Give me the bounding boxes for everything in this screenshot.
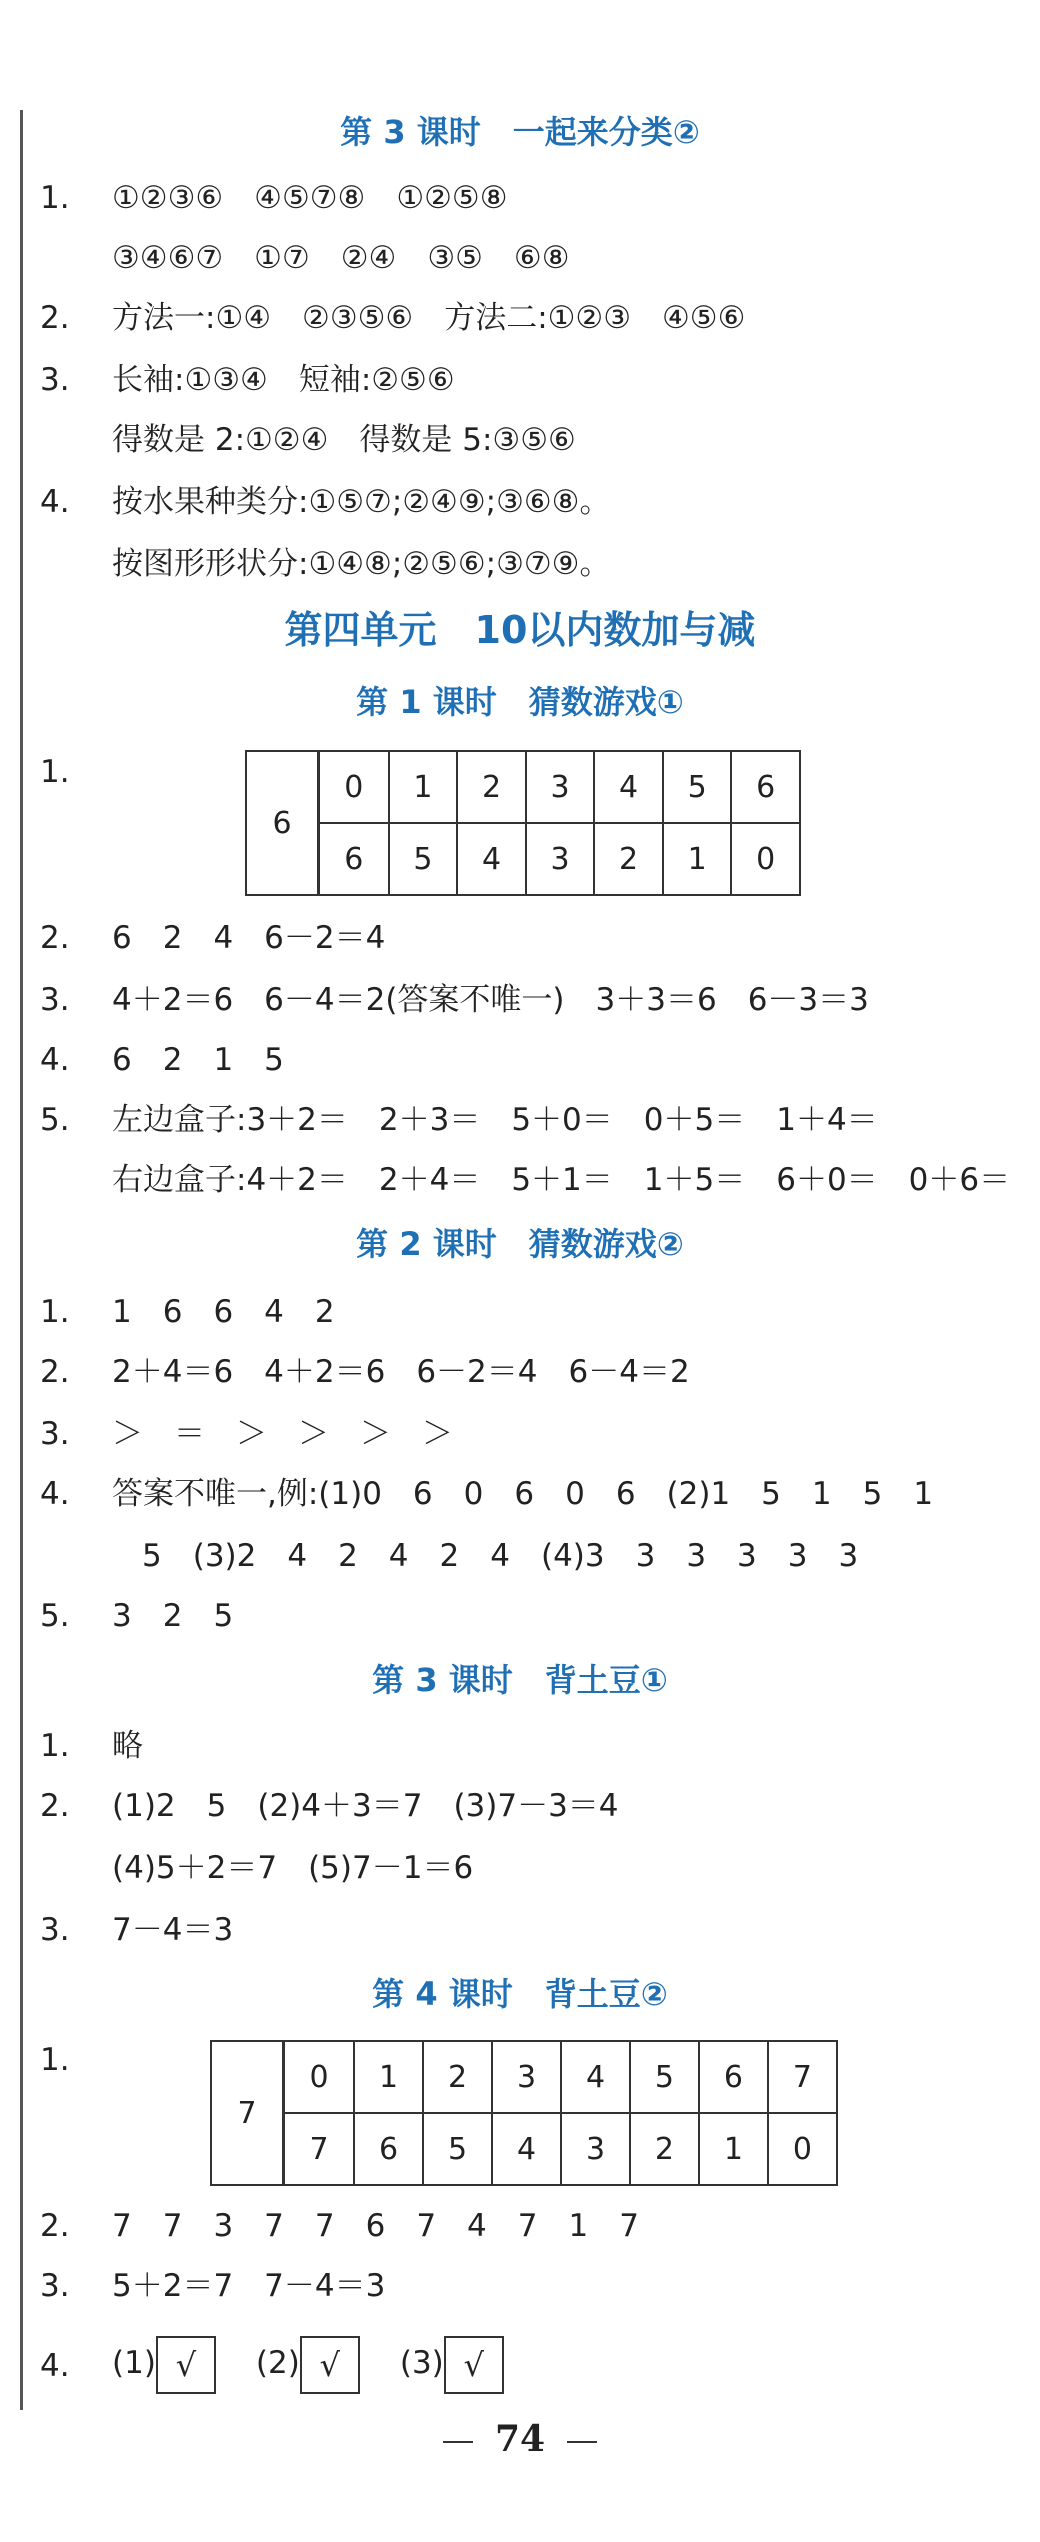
table-cell: 5: [663, 751, 732, 823]
question-number: 4.: [40, 484, 70, 520]
lesson-heading-3: 第 2 课时 猜数游戏②: [356, 1225, 684, 1263]
answer-line: 7－4＝3: [112, 1912, 234, 1948]
table-cell: 6: [731, 751, 800, 823]
answer-line: 5 (3)2 4 2 4 2 4 (4)3 3 3 3 3 3: [142, 1538, 859, 1574]
question-number: 4.: [40, 2348, 70, 2384]
table-head-cell: 7: [211, 2041, 284, 2185]
question-number: 3.: [40, 362, 70, 398]
lesson-heading-2: 第 1 课时 猜数游戏①: [356, 683, 684, 721]
answer-line: 方法一:①④ ②③⑤⑥ 方法二:①②③ ④⑤⑥: [112, 300, 746, 336]
table-cell: 0: [284, 2041, 355, 2113]
question-number: 3.: [40, 1912, 70, 1948]
check-mark-icon: √: [175, 2345, 197, 2384]
answer-line: 7 7 3 7 7 6 7 4 7 1 7: [112, 2208, 639, 2244]
answer-line: 按水果种类分:①⑤⑦;②④⑨;③⑥⑧。: [112, 484, 611, 520]
table-cell: 2: [630, 2113, 699, 2185]
answer-line: (1)2 5 (2)4＋3＝7 (3)7－3＝4: [112, 1788, 619, 1824]
question-number: 2.: [40, 1788, 70, 1824]
answer-line: 1 6 6 4 2: [112, 1294, 335, 1330]
question-number: 3.: [40, 982, 70, 1018]
check-mark-icon: √: [319, 2345, 341, 2384]
table-cell: 6: [354, 2113, 423, 2185]
answer-line: 左边盒子:3＋2＝ 2＋3＝ 5＋0＝ 0＋5＝ 1＋4＝: [112, 1102, 878, 1138]
checkbox: [300, 2336, 360, 2394]
table-cell: 4: [457, 823, 526, 895]
table-cell: 5: [423, 2113, 492, 2185]
page-number: [0, 2418, 1040, 2460]
question-number: 4.: [40, 1042, 70, 1078]
table-cell: 1: [663, 823, 732, 895]
check-label: (1): [112, 2345, 156, 2381]
answer-line: 答案不唯一,例:(1)0 6 0 6 0 6 (2)1 5 1 5 1: [112, 1476, 934, 1512]
table-cell: 3: [526, 823, 595, 895]
table-cell: 6: [319, 823, 389, 895]
table-cell: 5: [389, 823, 458, 895]
table-cell: 0: [768, 2113, 837, 2185]
dash-right: [567, 2441, 597, 2443]
lesson-heading-4: 第 3 课时 背土豆①: [372, 1661, 668, 1699]
answer-line: 按图形形状分:①④⑧;②⑤⑥;③⑦⑨。: [112, 546, 611, 582]
answer-line: 得数是 2:①②④ 得数是 5:③⑤⑥: [112, 422, 576, 458]
table-cell: 3: [561, 2113, 630, 2185]
table-cell: 2: [594, 823, 663, 895]
question-number: 5.: [40, 1102, 70, 1138]
question-number: 2.: [40, 2208, 70, 2244]
answer-line: 6 2 4 6－2＝4: [112, 920, 386, 956]
question-number: 1.: [40, 180, 70, 216]
number-split-table-6: [245, 750, 801, 896]
table-cell: 7: [284, 2113, 355, 2185]
unit-heading: 第四单元 10以内数加与减: [284, 608, 756, 652]
question-number: 5.: [40, 1598, 70, 1634]
answer-line: 6 2 1 5: [112, 1042, 284, 1078]
table-cell: 6: [699, 2041, 768, 2113]
answer-line: 3 2 5: [112, 1598, 234, 1634]
table-cell: 4: [594, 751, 663, 823]
check-label: (2): [255, 2345, 300, 2381]
question-number: 3.: [40, 2268, 70, 2304]
question-number: 2.: [40, 920, 70, 956]
table-cell: 2: [423, 2041, 492, 2113]
question-number: 2.: [40, 300, 70, 336]
answer-line: 长袖:①③④ 短袖:②⑤⑥: [112, 362, 455, 398]
table-cell: 3: [492, 2041, 561, 2113]
page-number-text: 74: [494, 2418, 546, 2460]
question-number: 1.: [40, 1294, 70, 1330]
table-cell: 2: [457, 751, 526, 823]
check-label: (3): [399, 2345, 444, 2381]
question-number: 2.: [40, 1354, 70, 1390]
table-cell: 7: [768, 2041, 837, 2113]
question-number: 1.: [40, 2042, 70, 2078]
question-number: 1.: [40, 1728, 70, 1764]
lesson-heading-1: 第 3 课时 一起来分类②: [340, 113, 700, 151]
table-cell: 1: [389, 751, 458, 823]
checkbox: [444, 2336, 504, 2394]
table-cell: 0: [731, 823, 800, 895]
answer-line: 右边盒子:4＋2＝ 2＋4＝ 5＋1＝ 1＋5＝ 6＋0＝ 0＋6＝: [112, 1162, 1011, 1198]
number-split-table-7: [210, 2040, 838, 2186]
question-number: 3.: [40, 1416, 70, 1452]
checkbox-answers: [112, 2334, 504, 2394]
table-cell: 4: [492, 2113, 561, 2185]
table-cell: 5: [630, 2041, 699, 2113]
check-mark-icon: √: [463, 2345, 484, 2384]
table-cell: 1: [699, 2113, 768, 2185]
table-cell: 3: [526, 751, 595, 823]
table-head-cell: 6: [246, 751, 319, 895]
answer-line: ＞ ＝ ＞ ＞ ＞ ＞: [112, 1416, 453, 1452]
lesson-heading-5: 第 4 课时 背土豆②: [372, 1975, 668, 2013]
table-cell: 0: [319, 751, 389, 823]
answer-line: ③④⑥⑦ ①⑦ ②④ ③⑤ ⑥⑧: [112, 240, 570, 276]
dash-left: [443, 2441, 473, 2443]
table-cell: 1: [354, 2041, 423, 2113]
answer-line: 略: [112, 1728, 143, 1764]
answer-line: 2＋4＝6 4＋2＝6 6－2＝4 6－4＝2: [112, 1354, 690, 1390]
answer-line: 4＋2＝6 6－4＝2(答案不唯一) 3＋3＝6 6－3＝3: [112, 982, 869, 1018]
question-number: 1.: [40, 754, 70, 790]
answer-line: ①②③⑥ ④⑤⑦⑧ ①②⑤⑧: [112, 180, 508, 216]
table-cell: 4: [561, 2041, 630, 2113]
checkbox: [156, 2336, 216, 2394]
answer-line: 5＋2＝7 7－4＝3: [112, 2268, 386, 2304]
answer-line: (4)5＋2＝7 (5)7－1＝6: [112, 1850, 474, 1886]
question-number: 4.: [40, 1476, 70, 1512]
